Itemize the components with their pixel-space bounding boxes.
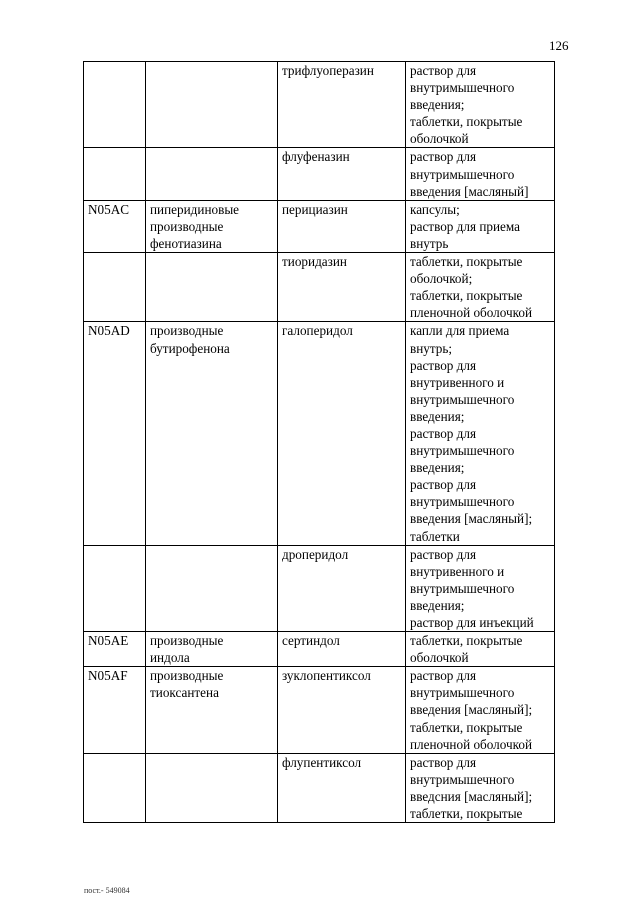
drug-name-cell: сертиндол <box>278 632 406 667</box>
group-cell <box>146 253 278 322</box>
drug-name-cell: трифлуоперазин <box>278 62 406 148</box>
dosage-form-cell: раствор для внутривенного и внутримышечного введения; раствор для инъекций <box>406 545 555 631</box>
group-cell: производные тиоксантена <box>146 667 278 753</box>
drug-name-cell: дроперидол <box>278 545 406 631</box>
group-cell <box>146 545 278 631</box>
atc-code-cell <box>84 148 146 200</box>
table-row <box>84 667 555 753</box>
document-footer-code: пост.- 549084 <box>84 886 130 895</box>
dosage-form-cell: раствор для внутримышечного введения [масляный] <box>406 148 555 200</box>
table-row <box>84 753 555 822</box>
page-number: 126 <box>549 38 569 53</box>
drug-name-cell: тиоридазин <box>278 253 406 322</box>
dosage-form-cell: раствор для внутримышечного введения [масляный]; таблетки, покрытые пленочной оболочкой <box>406 667 555 753</box>
group-cell: пиперидиновые производные фенотиазина <box>146 200 278 252</box>
atc-code-cell: N05AF <box>84 667 146 753</box>
group-cell <box>146 62 278 148</box>
drug-name-cell: флуфеназин <box>278 148 406 200</box>
atc-code-cell <box>84 253 146 322</box>
drug-name-cell: зуклопентиксол <box>278 667 406 753</box>
drug-table <box>83 61 555 823</box>
dosage-form-cell: капсулы; раствор для приема внутрь <box>406 200 555 252</box>
dosage-form-cell: капли для приема внутрь; раствор для внутривенного и внутримышечного введения; раствор для внутримышечного введения; раствор для внутримышечного введения [масляный]; таблетки <box>406 322 555 545</box>
table-row <box>84 322 555 545</box>
dosage-form-cell: таблетки, покрытые оболочкой <box>406 632 555 667</box>
dosage-form-cell: таблетки, покрытые оболочкой; таблетки, покрытые пленочной оболочкой <box>406 253 555 322</box>
dosage-form-cell: раствор для внутримышечного введсния [масляный]; таблетки, покрытые <box>406 753 555 822</box>
table-row <box>84 632 555 667</box>
drug-name-cell: флупентиксол <box>278 753 406 822</box>
drug-name-cell: галоперидол <box>278 322 406 545</box>
table-row <box>84 545 555 631</box>
group-cell <box>146 753 278 822</box>
atc-code-cell: N05AC <box>84 200 146 252</box>
table-row <box>84 200 555 252</box>
drug-name-cell: перициазин <box>278 200 406 252</box>
atc-code-cell: N05AD <box>84 322 146 545</box>
group-cell: производные индола <box>146 632 278 667</box>
table-row <box>84 148 555 200</box>
atc-code-cell <box>84 753 146 822</box>
atc-code-cell: N05AE <box>84 632 146 667</box>
dosage-form-cell: раствор для внутримышечного введения; таблетки, покрытые оболочкой <box>406 62 555 148</box>
table-row <box>84 253 555 322</box>
atc-code-cell <box>84 62 146 148</box>
atc-code-cell <box>84 545 146 631</box>
table-row <box>84 62 555 148</box>
group-cell: производные бутирофенона <box>146 322 278 545</box>
group-cell <box>146 148 278 200</box>
drug-table-body <box>84 62 555 823</box>
